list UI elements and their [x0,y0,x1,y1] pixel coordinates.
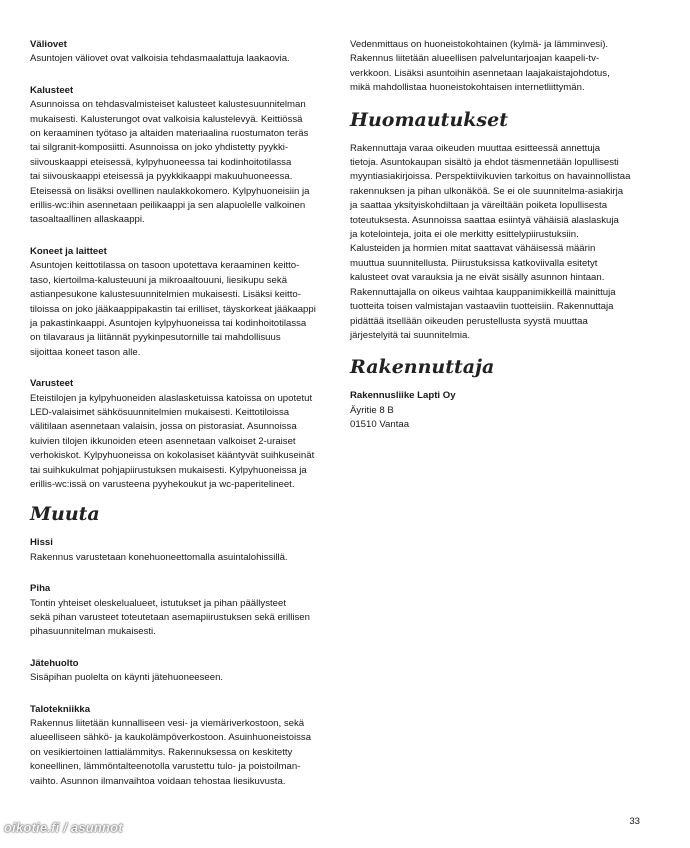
address-street: Äyritie 8 B [350,404,394,416]
section-text: Tontin yhteiset oleskelualueet, istutukset ja pihan päällysteet sekä pihan varusteet toteutetaan asemapiirustuksen sekä erillisen pihasuunnitelman mukaisesti. [30,597,310,638]
jatehuolto-section [30,657,338,686]
section-heading: Piha [30,583,51,595]
left-column [30,38,338,806]
page-number: 33 [629,816,640,827]
valiovet-section [30,38,338,67]
huomautukset-title: Huomautukset [350,108,508,131]
right-column [350,38,658,450]
huomautukset-section [350,142,658,344]
section-text: Eteistilojen ja kylpyhuoneiden alaslasketuissa katoissa on upotetut LED-valaisimet sähkösuunnitelmien mukaisesti. Keittotiloissa välitilaan asennetaan valaisin, jossa on pistorasiat. Asunnoissa kuivien tilojen ikkunoiden eteen asennetaan valkoiset 2-uraiset verhokiskot. Kylpyhuoneissa on kokolasiset kääntyvät suihkuseinät tai suihkukulmat pohjapiirustuksen mukaisesti. Kylpyhuoneissa ja erillis-wc:issä on varusteena pyyhekoukut ja wc-paperitelineet. [30,392,315,490]
rakennuttaja-contact [350,389,658,432]
section-text: Asunnoissa on tehdasvalmisteiset kalusteet kalustesuunnitelman mukaisesti. Kalusterungot ovat valkoisia kalustelevyä. Keittiössä on keraaminen työtaso ja altaiden materiaalina ruostumaton teräs tai silgranit-komposiitti. Asunnoissa on joko yhdistetty pyykki- siivouskaappi eteisessä, kylpyhuoneessa tai kodinhoitotilassa tai siivouskaappi eteisessä ja pyykkikaappi makuuhuoneessa. Eteisessä on lisäksi ovellinen naulakkokomero. Kylpyhuoneisiin ja erillis-wc:ihin asennetaan peilikaappi ja sen alapuolelle valkoinen tasoaltaallinen allaskaappi. [30,99,310,226]
address-city: 01510 Vantaa [350,419,410,431]
talotekniikka-section [30,703,338,789]
section-text: Asuntojen keittotilassa on tasoon upotettava keraaminen keitto- taso, kiertoilma-kalusteuuni ja mikroaaltouuni, liesikupu sekä astianpesukone kalustesuunnitelmien mukaisesti. Lisäksi keitto- tiloissa on joko jääkaappipakastin tai erilliset, täyskorkeat jääkaappi ja pakastinkaappi. Asuntojen kylpyhuoneissa tai kodinhoitotilassa on tilavaraus ja liitännät pyykinpesutornille tai mahdollisuus sijoittaa koneet tason alle. [30,260,316,358]
company-name: Rakennusliike Lapti Oy [350,390,456,402]
varusteet-section [30,377,338,492]
section-heading: Kalusteet [30,84,74,96]
section-text: Rakennus liitetään kunnalliseen vesi- ja viemäriverkostoon, sekä alueelliseen sähkö- ja kaukolämpöverkostoon. Asuinhuoneistoissa on vesikiertoinen lattialämmitys. Rakennuksessa on keskitetty koneellinen, lämmöntalteenotolla varustettu tulo- ja poistoilman- vaihto. Asunnon ilmanvaihtoa voidaan tehostaa liesikuvusta. [30,718,312,787]
section-text: Rakennus varustetaan konehuoneettomalla asuintalohissillä. [30,551,288,563]
hissi-section [30,536,338,565]
section-heading: Jätehuolto [30,657,79,669]
section-heading: Talotekniikka [30,703,91,715]
kalusteet-section [30,84,338,228]
muuta-title: Muuta [30,503,100,526]
section-heading: Hissi [30,537,53,549]
section-text: Vedenmittaus on huoneistokohtainen (kylmä- ja lämminvesi). Rakennus liitetään alueellisen palveluntarjoajan kaapeli-tv- verkkoon. Lisäksi asuntoihin asennetaan laajakaistajohdotus, mikä mahdollistaa huoneistokohtaisen internetliittymän. [350,39,610,94]
vedenmittaus-paragraph [350,38,658,96]
section-text: Sisäpihan puolelta on käynti jätehuoneeseen. [30,672,224,684]
piha-section [30,582,338,640]
section-heading: Koneet ja laitteet [30,245,107,257]
koneet-section [30,245,338,360]
section-heading: Väliovet [30,39,67,50]
section-heading: Varusteet [30,378,74,390]
section-text: Rakennuttaja varaa oikeuden muuttaa esitteessä annettuja tietoja. Asuntokaupan sisältö ja ehdot täsmennetään lopullisesti myyntiasiakirjoissa. Perspektiivikuvien tarkoitus on havainnollistaa rakennuksen ja pihan ulkonäköä. Se ei ole suunnitelma-asiakirja ja saattaa yksityiskohdiltaan ja väreiltään poiketa lopullisesta toteutuksesta. Asunnoissa saattaa esiintyä vähäisiä alaslaskuja ja kotelointeja, joita ei ole merkitty esittelypiirustuksiin. Kalusteiden ja hormien mitat saattavat vähäisessä määrin muuttua suunnitellusta. Piirustuksissa katkoviivalla esitetyt kalusteet ovat varauksia ja ne eivät sisälly asunnon hintaan. Rakennuttajalla on oikeus vaihtaa kauppanimikkeillä mainittuja tuotteita toisen valmistajan vastaaviin tuotteisiin. Rakennuttaja pidättää itsellään oikeuden perustellusta syystä muuttaa järjestelyitä tai suunnitelmia. [350,142,631,341]
section-text: Asuntojen väliovet ovat valkoisia tehdasmaalattuja laakaovia. [30,53,290,65]
rakennuttaja-title: Rakennuttaja [350,356,495,379]
watermark: oikotie.fi / asunnot [4,820,123,835]
